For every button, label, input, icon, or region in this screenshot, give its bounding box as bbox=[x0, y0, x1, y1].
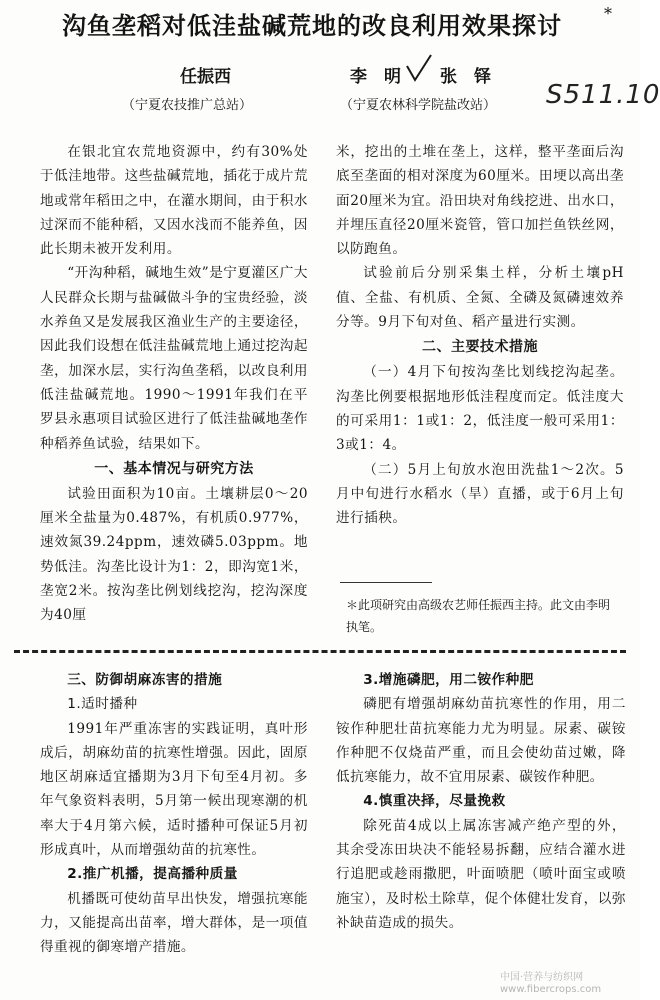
paragraph: （二）5月上旬放水泡田洗盐1～2次。5月中旬进行水稻水（旱）直播，或于6月上旬进行插秧。 bbox=[336, 461, 624, 527]
bottom-right-column bbox=[336, 668, 626, 935]
paragraph: 磷肥有增强胡麻幼苗抗寒性的作用，用二铵作种肥壮苗抗寒能力尤为明显。尿素、碳铵作种肥不仅烧苗严重，而且会使幼苗过嫩，降低抗寒能力，故不宜用尿素、碳铵作种肥。 bbox=[336, 696, 626, 786]
subheading: 4.慎重决择，尽量挽救 bbox=[363, 793, 506, 810]
paragraph: 米，挖出的土堆在垄上，这样，整平垄面后沟底至垄面的相对深度为60厘米。田埂以高出垄面20厘米为宜。沿田块对角线挖进、出水口，并埋压直径20厘米瓷管，管口加拦鱼铁丝网，以防跑鱼。 bbox=[336, 144, 624, 258]
section-heading-1: 一、基本情况与研究方法 bbox=[94, 460, 254, 477]
subheading: 2.推广机播，提高播种质量 bbox=[67, 866, 238, 883]
author-2: 李 明 bbox=[350, 67, 401, 87]
affiliation-1: （宁夏农技推广总站） bbox=[122, 98, 253, 113]
paragraph: 试验田面积为10亩。土壤耕层0～20厘米全盐量为0.487%，有机质0.977%，速效氮39.24ppm，速效磷5.03ppm。地势低洼。沟垄比设计为1：2，即沟宽1米，垄宽2米。按沟垄比例划线挖沟，挖沟深度为40厘 bbox=[40, 485, 308, 624]
section-heading-3: 三、防御胡麻冻害的措施 bbox=[67, 672, 223, 688]
top-left-column bbox=[40, 140, 308, 628]
affiliation-2: （宁夏农林科学院盐改站） bbox=[340, 98, 497, 113]
paragraph: 在银北宜农荒地资源中，约有30%处于低洼地带。这些盐碱荒地，插花于成片荒地或常年稻田之中，在灌水期间，由于积水过深而不能种稻，又因水浅而不能养鱼，因此长期未被开发利用。 bbox=[40, 144, 308, 258]
footnote-rule bbox=[340, 582, 432, 583]
handwritten-classification-code: S511.10 bbox=[546, 80, 660, 110]
paragraph: 1991年严重冻害的实践证明，真叶形成后，胡麻幼苗的抗寒性增强。因此，固原地区胡麻适宜播期为3月下旬至4月初。多年气象资料表明，5月第一候出现寒潮的机率大于4月第六候，适时播种可保证5月初形成真叶，从而增强幼苗的抗寒性。 bbox=[40, 720, 308, 859]
handwritten-check-icon bbox=[404, 52, 434, 84]
subheading: 1.适时播种 bbox=[67, 696, 138, 713]
bottom-left-column bbox=[40, 668, 308, 960]
author-3: 张 铎 bbox=[440, 67, 491, 87]
footnote: ＊此项研究由高级农艺师任振西主持。此文由李明执笔。 bbox=[346, 598, 611, 634]
paragraph: （一）4月下旬按沟垄比划线挖沟起垄。沟垄比例要根据地形低洼程度而定。低洼度大的可采用1：1或1：2，低洼度一般可采用1：3或1：4。 bbox=[336, 364, 624, 454]
watermark bbox=[500, 972, 601, 996]
section-heading-2: 二、主要技术措施 bbox=[422, 339, 538, 356]
watermark-line: 中国·营养与纺织网 bbox=[500, 972, 584, 983]
article-title: 沟鱼垄稻对低洼盐碱荒地的改良利用效果探讨 bbox=[62, 12, 562, 40]
subheading: 3.增施磷肥，用二铵作种肥 bbox=[363, 672, 534, 688]
watermark-line: www.fibercrops.com bbox=[500, 984, 602, 995]
paragraph: “开沟种稻，碱地生效”是宁夏灌区广大人民群众长期与盐碱做斗争的宝贵经验，淡水养鱼又是发展我区渔业生产的主要途径，因此我们设想在低洼盐碱荒地上通过挖沟起垄，加深水层，实行沟鱼垄稻，以改良利用低洼盐碱荒地。1990～1991年我们在平罗县永惠项目试验区进行了低洼盐碱地垄作种稻养鱼试验，结果如下。 bbox=[40, 265, 308, 452]
paragraph: 除死苗4成以上属冻害减产绝产型的外，其余受冻田块决不能轻易拆翻，应结合灌水进行追肥或趁雨撒肥，叶面喷肥（喷叶面宝或喷施宝），及时松土除草，促个体健壮发育，以弥补缺苗造成的损失。 bbox=[336, 817, 626, 931]
paragraph: 机播既可使幼苗早出快发，增强抗寒能力，又能提高出苗率，增大群体，是一项值得重视的御寒增产措施。 bbox=[40, 890, 308, 956]
top-right-column bbox=[336, 140, 624, 530]
title-footnote-mark: * bbox=[604, 4, 612, 23]
author-1: 任振西 bbox=[180, 67, 231, 87]
paragraph: 试验前后分别采集土样，分析土壤pH值、全盐、有机质、全氮、全磷及氮磷速效养分等。9月下旬对鱼、稻产量进行实测。 bbox=[336, 265, 624, 331]
dashed-cut-line bbox=[14, 650, 626, 653]
